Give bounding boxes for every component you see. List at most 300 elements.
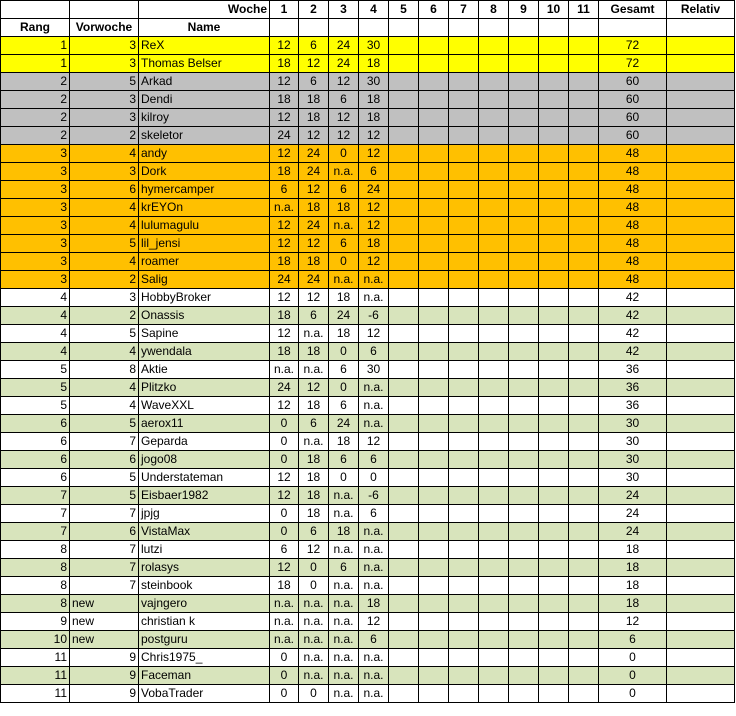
gesamt-cell[interactable]: 30 (599, 415, 667, 433)
week-7-cell[interactable] (449, 451, 479, 469)
week-4-cell[interactable]: n.a. (359, 523, 389, 541)
week-6-cell[interactable] (419, 469, 449, 487)
week-1-cell[interactable]: 0 (270, 433, 299, 451)
week-8-cell[interactable] (479, 685, 509, 703)
week-3-cell[interactable]: 18 (329, 325, 359, 343)
vorwoche-cell[interactable]: 5 (70, 325, 139, 343)
week-1-cell[interactable]: n.a. (270, 595, 299, 613)
week-6-cell[interactable] (419, 55, 449, 73)
week-9-cell[interactable] (509, 91, 539, 109)
week-2-cell[interactable]: 18 (299, 199, 329, 217)
week-4-cell[interactable]: 12 (359, 145, 389, 163)
week-4-cell[interactable]: 30 (359, 361, 389, 379)
week-4-cell[interactable]: n.a. (359, 667, 389, 685)
week-4-cell[interactable]: n.a. (359, 559, 389, 577)
gesamt-cell[interactable]: 0 (599, 685, 667, 703)
week-7-cell[interactable] (449, 217, 479, 235)
vorwoche-cell[interactable]: 3 (70, 91, 139, 109)
week-10-cell[interactable] (539, 343, 569, 361)
week-6-cell[interactable] (419, 379, 449, 397)
week-2-cell[interactable]: 18 (299, 253, 329, 271)
relativ-cell[interactable] (667, 667, 735, 685)
week-1-cell[interactable]: 12 (270, 289, 299, 307)
relativ-cell[interactable] (667, 577, 735, 595)
week-3-cell[interactable]: 12 (329, 127, 359, 145)
week-3-cell[interactable]: n.a. (329, 685, 359, 703)
week-9-cell[interactable] (509, 631, 539, 649)
relativ-cell[interactable] (667, 181, 735, 199)
week-8-cell[interactable] (479, 55, 509, 73)
vorwoche-cell[interactable]: 7 (70, 559, 139, 577)
week-5-cell[interactable] (389, 559, 419, 577)
week-10-cell[interactable] (539, 541, 569, 559)
name-cell[interactable]: rolasys (139, 559, 270, 577)
gesamt-cell[interactable]: 72 (599, 37, 667, 55)
gesamt-cell[interactable]: 18 (599, 541, 667, 559)
week-8-cell[interactable] (479, 73, 509, 91)
week-6-cell[interactable] (419, 415, 449, 433)
vorwoche-cell[interactable]: new (70, 595, 139, 613)
rang-cell[interactable]: 6 (1, 451, 70, 469)
week-10-cell[interactable] (539, 595, 569, 613)
week-6-cell[interactable] (419, 649, 449, 667)
week-10-cell[interactable] (539, 667, 569, 685)
week-6-cell[interactable] (419, 253, 449, 271)
week-5-cell[interactable] (389, 613, 419, 631)
week-6-cell[interactable] (419, 307, 449, 325)
rang-cell[interactable]: 7 (1, 505, 70, 523)
week-1-cell[interactable]: 18 (270, 253, 299, 271)
week-4-cell[interactable]: -6 (359, 307, 389, 325)
week-4-cell[interactable]: -6 (359, 487, 389, 505)
relativ-cell[interactable] (667, 505, 735, 523)
week-6-cell[interactable] (419, 523, 449, 541)
week-7-cell[interactable] (449, 55, 479, 73)
week-11-cell[interactable] (569, 685, 599, 703)
week-5-cell[interactable] (389, 163, 419, 181)
week-2-cell[interactable]: 12 (299, 235, 329, 253)
relativ-cell[interactable] (667, 361, 735, 379)
week-1-cell[interactable]: 0 (270, 667, 299, 685)
week-5-cell[interactable] (389, 415, 419, 433)
week-4-cell[interactable]: n.a. (359, 649, 389, 667)
week-3-cell[interactable]: 6 (329, 91, 359, 109)
rang-cell[interactable]: 6 (1, 433, 70, 451)
week-5-cell[interactable] (389, 379, 419, 397)
week-9-cell[interactable] (509, 523, 539, 541)
week-8-cell[interactable] (479, 415, 509, 433)
week-9-cell[interactable] (509, 55, 539, 73)
name-cell[interactable]: roamer (139, 253, 270, 271)
week-1-cell[interactable]: 24 (270, 271, 299, 289)
week-8-cell[interactable] (479, 181, 509, 199)
week-8-cell[interactable] (479, 631, 509, 649)
rang-cell[interactable]: 10 (1, 631, 70, 649)
week-9-cell[interactable] (509, 469, 539, 487)
week-11-cell[interactable] (569, 469, 599, 487)
week-3-cell[interactable]: n.a. (329, 577, 359, 595)
gesamt-cell[interactable]: 36 (599, 397, 667, 415)
week-6-cell[interactable] (419, 685, 449, 703)
week-11-cell[interactable] (569, 199, 599, 217)
week-11-cell[interactable] (569, 361, 599, 379)
week-10-cell[interactable] (539, 109, 569, 127)
week-11-cell[interactable] (569, 145, 599, 163)
gesamt-cell[interactable]: 0 (599, 667, 667, 685)
week-8-cell[interactable] (479, 325, 509, 343)
week-11-cell[interactable] (569, 487, 599, 505)
week-6-cell[interactable] (419, 109, 449, 127)
week-8-cell[interactable] (479, 487, 509, 505)
week-1-cell[interactable]: 6 (270, 541, 299, 559)
week-1-cell[interactable]: 12 (270, 559, 299, 577)
week-10-cell[interactable] (539, 217, 569, 235)
week-9-cell[interactable] (509, 253, 539, 271)
rang-cell[interactable]: 3 (1, 199, 70, 217)
week-9-cell[interactable] (509, 505, 539, 523)
week-10-cell[interactable] (539, 325, 569, 343)
week-5-cell[interactable] (389, 451, 419, 469)
week-11-cell[interactable] (569, 289, 599, 307)
week-5-cell[interactable] (389, 217, 419, 235)
vorwoche-cell[interactable]: 3 (70, 163, 139, 181)
week-8-cell[interactable] (479, 199, 509, 217)
week-2-cell[interactable]: 18 (299, 91, 329, 109)
week-5-cell[interactable] (389, 91, 419, 109)
relativ-cell[interactable] (667, 523, 735, 541)
gesamt-cell[interactable]: 24 (599, 487, 667, 505)
week-10-cell[interactable] (539, 523, 569, 541)
week-9-cell[interactable] (509, 649, 539, 667)
week-7-cell[interactable] (449, 325, 479, 343)
week-9-cell[interactable] (509, 667, 539, 685)
gesamt-cell[interactable]: 48 (599, 163, 667, 181)
week-1-cell[interactable]: 12 (270, 235, 299, 253)
week-11-cell[interactable] (569, 271, 599, 289)
week-10-cell[interactable] (539, 307, 569, 325)
week-1-cell[interactable]: 0 (270, 523, 299, 541)
vorwoche-cell[interactable]: 4 (70, 343, 139, 361)
week-7-cell[interactable] (449, 667, 479, 685)
week-5-cell[interactable] (389, 199, 419, 217)
week-10-cell[interactable] (539, 145, 569, 163)
name-cell[interactable]: Dendi (139, 91, 270, 109)
week-11-cell[interactable] (569, 55, 599, 73)
week-11-cell[interactable] (569, 235, 599, 253)
week-11-cell[interactable] (569, 325, 599, 343)
week-7-cell[interactable] (449, 271, 479, 289)
week-10-cell[interactable] (539, 505, 569, 523)
week-3-cell[interactable]: 0 (329, 469, 359, 487)
week-4-cell[interactable]: 18 (359, 55, 389, 73)
rang-cell[interactable]: 4 (1, 325, 70, 343)
vorwoche-cell[interactable]: 2 (70, 307, 139, 325)
rang-cell[interactable]: 9 (1, 613, 70, 631)
week-3-cell[interactable]: 0 (329, 343, 359, 361)
week-3-cell[interactable]: n.a. (329, 667, 359, 685)
gesamt-cell[interactable]: 60 (599, 109, 667, 127)
week-3-cell[interactable]: 6 (329, 181, 359, 199)
relativ-cell[interactable] (667, 343, 735, 361)
week-10-cell[interactable] (539, 577, 569, 595)
week-3-cell[interactable]: 24 (329, 37, 359, 55)
week-2-cell[interactable]: 12 (299, 541, 329, 559)
week-11-cell[interactable] (569, 181, 599, 199)
week-6-cell[interactable] (419, 595, 449, 613)
week-3-cell[interactable]: n.a. (329, 613, 359, 631)
vorwoche-cell[interactable]: 5 (70, 415, 139, 433)
week-5-cell[interactable] (389, 361, 419, 379)
week-7-cell[interactable] (449, 523, 479, 541)
week-9-cell[interactable] (509, 595, 539, 613)
week-7-cell[interactable] (449, 163, 479, 181)
week-11-cell[interactable] (569, 433, 599, 451)
rang-cell[interactable]: 2 (1, 91, 70, 109)
week-4-cell[interactable]: 18 (359, 595, 389, 613)
week-9-cell[interactable] (509, 235, 539, 253)
week-9-cell[interactable] (509, 163, 539, 181)
week-3-cell[interactable]: n.a. (329, 649, 359, 667)
week-11-cell[interactable] (569, 577, 599, 595)
name-cell[interactable]: Chris1975_ (139, 649, 270, 667)
week-2-cell[interactable]: 6 (299, 73, 329, 91)
week-2-cell[interactable]: 18 (299, 343, 329, 361)
vorwoche-cell[interactable]: 4 (70, 397, 139, 415)
week-10-cell[interactable] (539, 487, 569, 505)
relativ-cell[interactable] (667, 73, 735, 91)
week-2-cell[interactable]: 18 (299, 487, 329, 505)
relativ-cell[interactable] (667, 37, 735, 55)
vorwoche-cell[interactable]: 4 (70, 199, 139, 217)
name-cell[interactable]: kilroy (139, 109, 270, 127)
week-8-cell[interactable] (479, 127, 509, 145)
week-4-cell[interactable]: 12 (359, 199, 389, 217)
week-10-cell[interactable] (539, 379, 569, 397)
week-10-cell[interactable] (539, 613, 569, 631)
week-1-cell[interactable]: 6 (270, 181, 299, 199)
week-5-cell[interactable] (389, 325, 419, 343)
week-8-cell[interactable] (479, 343, 509, 361)
week-8-cell[interactable] (479, 451, 509, 469)
week-7-cell[interactable] (449, 379, 479, 397)
week-1-cell[interactable]: 18 (270, 343, 299, 361)
relativ-cell[interactable] (667, 253, 735, 271)
week-9-cell[interactable] (509, 487, 539, 505)
week-8-cell[interactable] (479, 91, 509, 109)
relativ-cell[interactable] (667, 631, 735, 649)
week-10-cell[interactable] (539, 289, 569, 307)
week-2-cell[interactable]: 6 (299, 37, 329, 55)
week-7-cell[interactable] (449, 613, 479, 631)
week-11-cell[interactable] (569, 163, 599, 181)
week-8-cell[interactable] (479, 559, 509, 577)
rang-cell[interactable]: 11 (1, 685, 70, 703)
name-cell[interactable]: WaveXXL (139, 397, 270, 415)
gesamt-cell[interactable]: 36 (599, 379, 667, 397)
week-7-cell[interactable] (449, 649, 479, 667)
week-10-cell[interactable] (539, 127, 569, 145)
week-2-cell[interactable]: 18 (299, 469, 329, 487)
week-6-cell[interactable] (419, 181, 449, 199)
week-2-cell[interactable]: n.a. (299, 667, 329, 685)
week-7-cell[interactable] (449, 199, 479, 217)
gesamt-cell[interactable]: 48 (599, 253, 667, 271)
week-7-cell[interactable] (449, 235, 479, 253)
week-9-cell[interactable] (509, 685, 539, 703)
week-11-cell[interactable] (569, 127, 599, 145)
week-9-cell[interactable] (509, 109, 539, 127)
rang-cell[interactable]: 3 (1, 217, 70, 235)
week-8-cell[interactable] (479, 523, 509, 541)
week-6-cell[interactable] (419, 505, 449, 523)
week-10-cell[interactable] (539, 559, 569, 577)
name-cell[interactable]: lil_jensi (139, 235, 270, 253)
rang-cell[interactable]: 4 (1, 289, 70, 307)
gesamt-cell[interactable]: 18 (599, 577, 667, 595)
week-10-cell[interactable] (539, 451, 569, 469)
week-8-cell[interactable] (479, 217, 509, 235)
week-1-cell[interactable]: 0 (270, 451, 299, 469)
week-11-cell[interactable] (569, 37, 599, 55)
week-9-cell[interactable] (509, 577, 539, 595)
name-cell[interactable]: Eisbaer1982 (139, 487, 270, 505)
week-7-cell[interactable] (449, 559, 479, 577)
week-10-cell[interactable] (539, 235, 569, 253)
name-cell[interactable]: Onassis (139, 307, 270, 325)
vorwoche-cell[interactable]: 3 (70, 109, 139, 127)
week-6-cell[interactable] (419, 73, 449, 91)
week-5-cell[interactable] (389, 487, 419, 505)
week-3-cell[interactable]: 18 (329, 289, 359, 307)
week-7-cell[interactable] (449, 577, 479, 595)
rang-cell[interactable]: 8 (1, 541, 70, 559)
week-10-cell[interactable] (539, 397, 569, 415)
week-5-cell[interactable] (389, 505, 419, 523)
vorwoche-cell[interactable]: 3 (70, 37, 139, 55)
relativ-cell[interactable] (667, 649, 735, 667)
relativ-cell[interactable] (667, 163, 735, 181)
week-2-cell[interactable]: 12 (299, 55, 329, 73)
week-5-cell[interactable] (389, 127, 419, 145)
rang-cell[interactable]: 8 (1, 595, 70, 613)
rang-cell[interactable]: 5 (1, 361, 70, 379)
week-11-cell[interactable] (569, 109, 599, 127)
gesamt-cell[interactable]: 18 (599, 595, 667, 613)
name-cell[interactable]: skeletor (139, 127, 270, 145)
week-5-cell[interactable] (389, 343, 419, 361)
week-7-cell[interactable] (449, 109, 479, 127)
name-cell[interactable]: HobbyBroker (139, 289, 270, 307)
week-4-cell[interactable]: 18 (359, 91, 389, 109)
week-9-cell[interactable] (509, 289, 539, 307)
week-6-cell[interactable] (419, 433, 449, 451)
week-9-cell[interactable] (509, 325, 539, 343)
gesamt-cell[interactable]: 30 (599, 469, 667, 487)
relativ-cell[interactable] (667, 127, 735, 145)
name-cell[interactable]: VobaTrader (139, 685, 270, 703)
rang-cell[interactable]: 5 (1, 397, 70, 415)
week-11-cell[interactable] (569, 343, 599, 361)
week-9-cell[interactable] (509, 613, 539, 631)
rang-cell[interactable]: 3 (1, 253, 70, 271)
week-1-cell[interactable]: 18 (270, 577, 299, 595)
week-2-cell[interactable]: 0 (299, 577, 329, 595)
week-2-cell[interactable]: 24 (299, 163, 329, 181)
week-8-cell[interactable] (479, 145, 509, 163)
week-11-cell[interactable] (569, 379, 599, 397)
week-11-cell[interactable] (569, 541, 599, 559)
week-4-cell[interactable]: 12 (359, 127, 389, 145)
week-5-cell[interactable] (389, 631, 419, 649)
rang-cell[interactable]: 4 (1, 343, 70, 361)
name-cell[interactable]: krEYOn (139, 199, 270, 217)
week-1-cell[interactable]: 12 (270, 217, 299, 235)
name-cell[interactable]: Dork (139, 163, 270, 181)
week-3-cell[interactable]: 18 (329, 523, 359, 541)
week-2-cell[interactable]: 24 (299, 145, 329, 163)
week-10-cell[interactable] (539, 163, 569, 181)
week-6-cell[interactable] (419, 613, 449, 631)
week-4-cell[interactable]: 30 (359, 37, 389, 55)
gesamt-cell[interactable]: 24 (599, 505, 667, 523)
vorwoche-cell[interactable]: 7 (70, 433, 139, 451)
relativ-cell[interactable] (667, 91, 735, 109)
gesamt-cell[interactable]: 48 (599, 271, 667, 289)
week-8-cell[interactable] (479, 37, 509, 55)
week-6-cell[interactable] (419, 667, 449, 685)
week-2-cell[interactable]: 18 (299, 451, 329, 469)
week-4-cell[interactable]: 12 (359, 253, 389, 271)
name-cell[interactable]: Salig (139, 271, 270, 289)
gesamt-cell[interactable]: 60 (599, 91, 667, 109)
week-5-cell[interactable] (389, 577, 419, 595)
week-3-cell[interactable]: 12 (329, 109, 359, 127)
week-9-cell[interactable] (509, 397, 539, 415)
week-7-cell[interactable] (449, 469, 479, 487)
week-10-cell[interactable] (539, 361, 569, 379)
week-6-cell[interactable] (419, 163, 449, 181)
week-5-cell[interactable] (389, 685, 419, 703)
relativ-cell[interactable] (667, 55, 735, 73)
vorwoche-cell[interactable]: 4 (70, 253, 139, 271)
week-10-cell[interactable] (539, 271, 569, 289)
week-9-cell[interactable] (509, 415, 539, 433)
week-8-cell[interactable] (479, 505, 509, 523)
week-9-cell[interactable] (509, 451, 539, 469)
week-4-cell[interactable]: 6 (359, 163, 389, 181)
week-7-cell[interactable] (449, 397, 479, 415)
week-6-cell[interactable] (419, 289, 449, 307)
gesamt-cell[interactable]: 48 (599, 145, 667, 163)
rang-cell[interactable]: 5 (1, 379, 70, 397)
week-4-cell[interactable]: 30 (359, 73, 389, 91)
week-6-cell[interactable] (419, 361, 449, 379)
week-6-cell[interactable] (419, 451, 449, 469)
name-cell[interactable]: ReX (139, 37, 270, 55)
week-3-cell[interactable]: 6 (329, 235, 359, 253)
week-3-cell[interactable]: 6 (329, 451, 359, 469)
week-1-cell[interactable]: 18 (270, 163, 299, 181)
vorwoche-cell[interactable]: new (70, 631, 139, 649)
week-2-cell[interactable]: n.a. (299, 325, 329, 343)
week-3-cell[interactable]: 18 (329, 199, 359, 217)
rang-cell[interactable]: 11 (1, 649, 70, 667)
week-8-cell[interactable] (479, 667, 509, 685)
relativ-cell[interactable] (667, 289, 735, 307)
week-7-cell[interactable] (449, 145, 479, 163)
rang-cell[interactable]: 1 (1, 37, 70, 55)
week-2-cell[interactable]: 12 (299, 181, 329, 199)
